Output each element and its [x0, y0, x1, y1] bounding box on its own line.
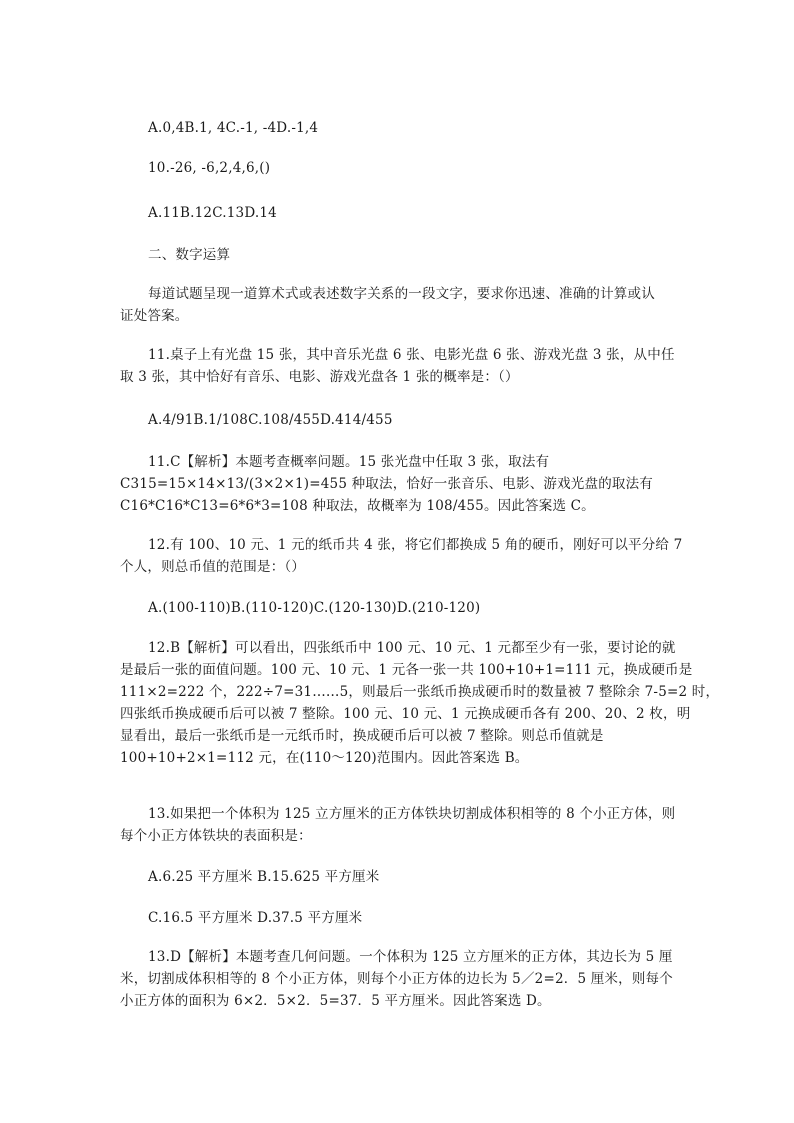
q13-answer: 13.D【解析】本题考查几何问题。一个体积为 125 立方厘米的正方体，其边长为 5 厘 米，切割成体积相等的 8 个小正方体，则每个小正方体的边长为 5／2=2．5 厘米，则每个 小正方体的面积为 6×2．5×2．5=37．5 平方厘米。因此答案选 D。 — [120, 949, 673, 1009]
q12-question: 12.有 100、10 元、1 元的纸币共 4 张，将它们都换成 5 角的硬币，刚好可以平分给 7 个人，则总币值的范围是：（） — [120, 537, 683, 575]
q13-options-ab: A.6.25 平方厘米 B.15.625 平方厘米 — [148, 869, 380, 885]
q13-options-cd: C.16.5 平方厘米 D.37.5 平方厘米 — [148, 910, 363, 926]
q12-answer: 12.B【解析】可以看出，四张纸币中 100 元、10 元、1 元都至少有一张，要讨论的就 是最后一张的面值问题。100 元、10 元、1 元各一张一共 100+10+1=111 元，换成硬币是 111×2=222 个，222÷7=31……5，则最后一张纸币换成硬币时的数量被 7 整除余 7-5=2 时， 四张纸币换成硬币后可以被 7 整除。100 元、10 元、1 元换成硬币各有 200、20、2 枚，明 显看出，最后一张纸币是一元纸币时，换成硬币后可以被 7 整除。则总币值就是 100+10+2×1=112 元，在(110～120)范围内。因此答案选 B。 — [120, 640, 720, 766]
q11-answer: 11.C【解析】本题考查概率问题。15 张光盘中任取 3 张，取法有 C315=15×14×13/(3×2×1)=455 种取法，恰好一张音乐、电影、游戏光盘的取法有 C16*C16*C13=6*6*3=108 种取法，故概率为 108/455。因此答案选 C。 — [120, 454, 654, 514]
q11-question: 11.桌子上有光盘 15 张，其中音乐光盘 6 张、电影光盘 6 张、游戏光盘 3 张，从中任 取 3 张，其中恰好有音乐、电影、游戏光盘各 1 张的概率是：（） — [120, 347, 675, 385]
q10-options: A.11B.12C.13D.14 — [148, 205, 277, 221]
q10-question: 10.-26, -6,2,4,6,() — [148, 160, 271, 176]
q13-question: 13.如果把一个体积为 125 立方厘米的正方体铁块切割成体积相等的 8 个小正方体，则 每个小正方体铁块的表面积是： — [120, 806, 676, 844]
q12-options: A.(100-110)B.(110-120)C.(120-130)D.(210-120) — [148, 600, 481, 616]
q11-options: A.4/91B.1/108C.108/455D.414/455 — [148, 412, 393, 428]
section-heading: 二、数字运算 — [148, 247, 231, 263]
section-intro: 每道试题呈现一道算术式或表述数字关系的一段文字，要求你迅速、准确的计算或认 证处答案。 — [120, 286, 655, 324]
q9-options: A.0,4B.1, 4C.-1, -4D.-1,4 — [148, 120, 319, 136]
